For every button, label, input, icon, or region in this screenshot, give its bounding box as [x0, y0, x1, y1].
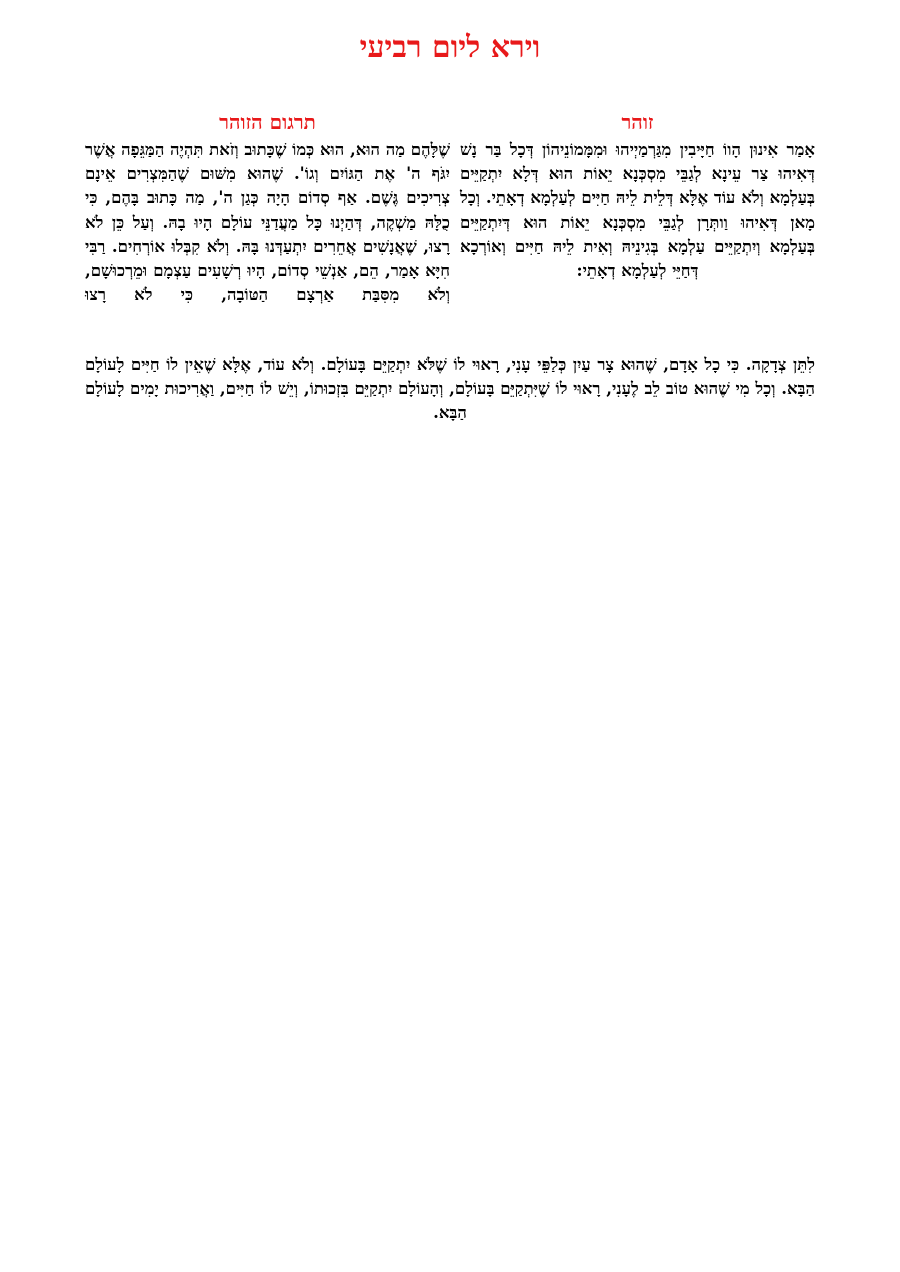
- targum-heading: תרגום הזוהר: [219, 110, 316, 134]
- targum-text: שֶׁלָּהֶם מַה הוּא, הוּא כְּמוֹ שֶׁכָּתוּב וְזֹאת תִּהְיֶה הַמַּגֵּפָה אֲשֶׁר יִגֹּף ה' אֶת הַגּוֹיִם וְגוֹ'. שֶׁהוּא מִשּׁוּם שֶׁהַמִּצְרִים אֵינָם צְרִיכִים גֶּשֶׁם. אַף סְדוֹם הָיָה כְּגַן ה', מַה כָּתוּב בָּהֶם, כִּי כֻלָּהּ מַשְׁקֶה, דְּהַיְנוּ כָּל מַעֲדַנֵּי עוֹלָם הָיוּ בָהּ. וְעַל כֵּן לֹא רָצוּ, שֶׁאֲנָשִׁים אֲחֵרִים יִתְעַדְּנוּ בָּהּ. וְלֹא קִבְּלוּ אוֹרְחִים. רַבִּי חִיָּא אָמַר, הֵם, אַנְשֵׁי סְדוֹם, הָיוּ רְשָׁעִים עַצְמָם וּמֵרְכוּשָׁם, וְלֹא מִסִּבַּת אַרְצָם הַטּוֹבָה, כִּי לֹא רָצוּ: [85, 140, 450, 305]
- targum-continuation: לִתֵּן צְדָקָה. כִּי כָל אָדָם, שֶׁהוּא צָר עַיִן כְּלַפֵּי עָנִי, רָאוּי לוֹ שֶׁלֹּא יִתְקַיֵּם בָּעוֹלָם. וְלֹא עוֹד, אֶלָּא שֶׁאֵין לוֹ חַיִּים לָעוֹלָם הַבָּא. וְכָל מִי שֶׁהוּא טוֹב לֵב לֶעָנִי, רָאוּי לוֹ שֶׁיִּתְקַיֵּם בָּעוֹלָם, וְהָעוֹלָם יִתְקַיֵּם בִּזְכוּתוֹ, וְיֵשׁ לוֹ חַיִּים, וַאֲרִיכוּת יָמִים לָעוֹלָם הַבָּא.: [85, 355, 815, 423]
- zohar-heading: זוהר: [621, 110, 654, 134]
- page-title: וירא ליום רביעי: [359, 30, 541, 65]
- zohar-text: אָמַר אִינוּן הָווֹ חַיָּיבִין מִגַּרְמַיְיהוּ וּמִמָּמוֹנֵיהוֹן דְּכָל בַּר נָשׁ דְּאִיהוּ צַר עֵינָא לְגַבֵּי מִסְכְּנָא יֵאוֹת הוּא דְּלָא יִתְקַיֵּים בְּעַלְמָא וְלֹא עוֹד אֶלָּא דְּלֵית לֵיהּ חַיִּים לְעַלְמָא דְאָתֵי. וְכָל מָאן דְּאִיהוּ וַותְּרָן לְגַבֵּי מִסְכְּנָא יֵאוֹת הוּא דְּיִתְקַיֵּים בְּעַלְמָא וְיִתְקַיֵּים עַלְמָא בְּגִינֵיהּ וְאִית לֵיהּ חַיִּים וְאוֹרְכָא דְּחַיֵּי לְעַלְמָא דְאָתֵי:: [460, 140, 815, 281]
